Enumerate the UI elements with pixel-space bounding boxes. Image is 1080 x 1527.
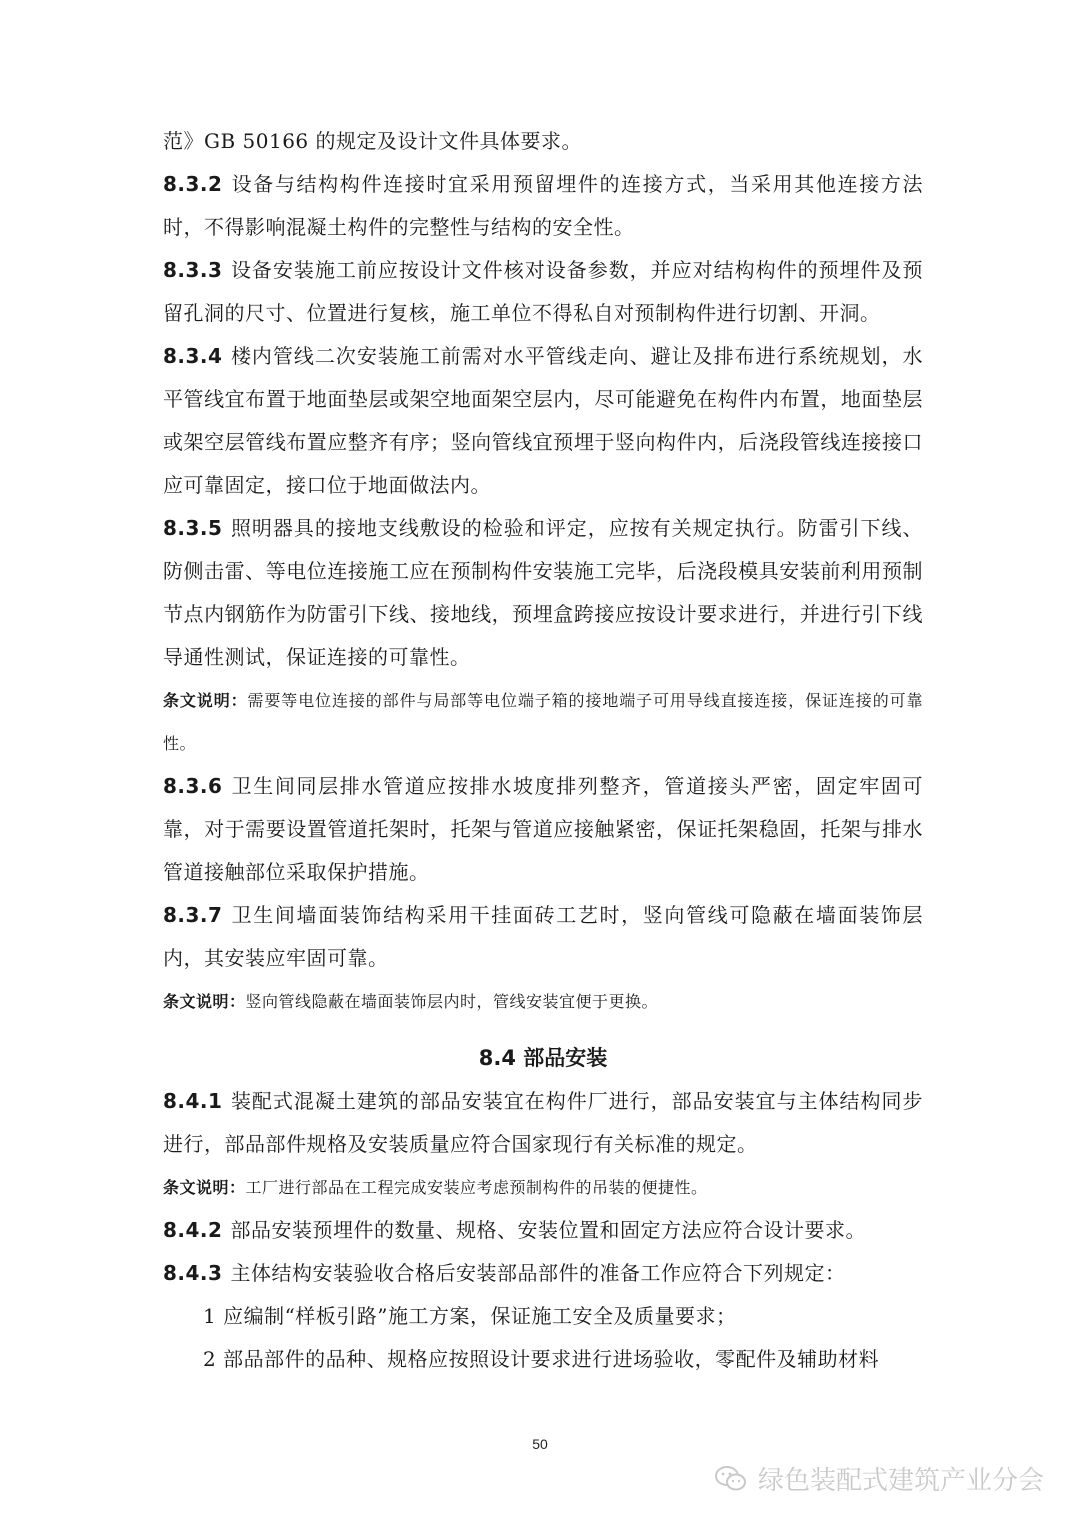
clause-number: 8.3.6	[163, 774, 223, 798]
page-number: 50	[532, 1436, 548, 1452]
note-label: 条文说明：	[163, 1178, 246, 1197]
list-item: 1 应编制“样板引路”施工方案，保证施工安全及质量要求；	[203, 1304, 737, 1328]
clause-number: 8.3.4	[163, 344, 223, 368]
clause-8-4-2: 8.4.2 部品安装预埋件的数量、规格、安装位置和固定方法应符合设计要求。	[163, 1218, 866, 1242]
note-label: 条文说明：	[163, 992, 246, 1011]
clause-note: 条文说明：工厂进行部品在工程完成安装应考虑预制构件的吊装的便捷性。	[163, 1178, 708, 1197]
clause-number: 8.3.5	[163, 516, 223, 540]
note-label: 条文说明：	[163, 691, 248, 710]
watermark-text: 绿色装配式建筑产业分会	[757, 1466, 1044, 1496]
paragraph-continued: 范》GB 50166 的规定及设计文件具体要求。	[163, 129, 583, 153]
clause-number: 8.3.3	[163, 258, 223, 282]
section-heading: 8.4 部品安装	[478, 1046, 608, 1070]
wechat-icon	[714, 1465, 748, 1493]
body-text	[163, 120, 923, 1381]
clause-8-4-1: 8.4.1 装配式混凝土建筑的部品安装宜在构件厂进行，部品安装宜与主体结构同步进行，部品部件规格及安装质量应符合国家现行有关标准的规定。	[163, 1089, 923, 1156]
clause-note: 条文说明：需要等电位连接的部件与局部等电位端子箱的接地端子可用导线直接连接，保证连接的可靠性。	[163, 691, 923, 753]
clause-number: 8.3.2	[163, 172, 223, 196]
clause-8-3-5: 8.3.5 照明器具的接地支线敷设的检验和评定，应按有关规定执行。防雷引下线、防侧击雷、等电位连接施工应在预制构件安装施工完毕，后浇段模具安装前利用预制节点内钢筋作为防雷引下线、接地线，预埋盒跨接应按设计要求进行，并进行引下线导通性测试，保证连接的可靠性。	[163, 516, 923, 669]
list-item: 2 部品部件的品种、规格应按照设计要求进行进场验收，零配件及辅助材料	[203, 1347, 880, 1371]
clause-8-3-4: 8.3.4 楼内管线二次安装施工前需对水平管线走向、避让及排布进行系统规划，水平管线宜布置于地面垫层或架空地面架空层内，尽可能避免在构件内布置，地面垫层或架空层管线布置应整齐有序；竖向管线宜预埋于竖向构件内，后浇段管线连接接口应可靠固定，接口位于地面做法内。	[163, 344, 923, 497]
clause-8-4-3: 8.4.3 主体结构安装验收合格后安装部品部件的准备工作应符合下列规定：	[163, 1261, 846, 1285]
clause-number: 8.3.7	[163, 903, 223, 927]
clause-number: 8.4.2	[163, 1218, 223, 1242]
clause-8-3-6: 8.3.6 卫生间同层排水管道应按排水坡度排列整齐，管道接头严密，固定牢固可靠，对于需要设置管道托架时，托架与管道应接触紧密，保证托架稳固，托架与排水管道接触部位采取保护措施。	[163, 774, 923, 884]
clause-8-3-2: 8.3.2 设备与结构构件连接时宜采用预留埋件的连接方式，当采用其他连接方法时，不得影响混凝土构件的完整性与结构的安全性。	[163, 172, 923, 239]
clause-note: 条文说明：竖向管线隐蔽在墙面装饰层内时，管线安装宜便于更换。	[163, 992, 659, 1011]
clause-8-3-7: 8.3.7 卫生间墙面装饰结构采用干挂面砖工艺时，竖向管线可隐蔽在墙面装饰层内，其安装应牢固可靠。	[163, 903, 923, 970]
clause-number: 8.4.3	[163, 1261, 223, 1285]
clause-8-3-3: 8.3.3 设备安装施工前应按设计文件核对设备参数，并应对结构构件的预埋件及预留孔洞的尺寸、位置进行复核，施工单位不得私自对预制构件进行切割、开洞。	[163, 258, 923, 325]
watermark	[714, 1460, 1044, 1497]
clause-number: 8.4.1	[163, 1089, 223, 1113]
